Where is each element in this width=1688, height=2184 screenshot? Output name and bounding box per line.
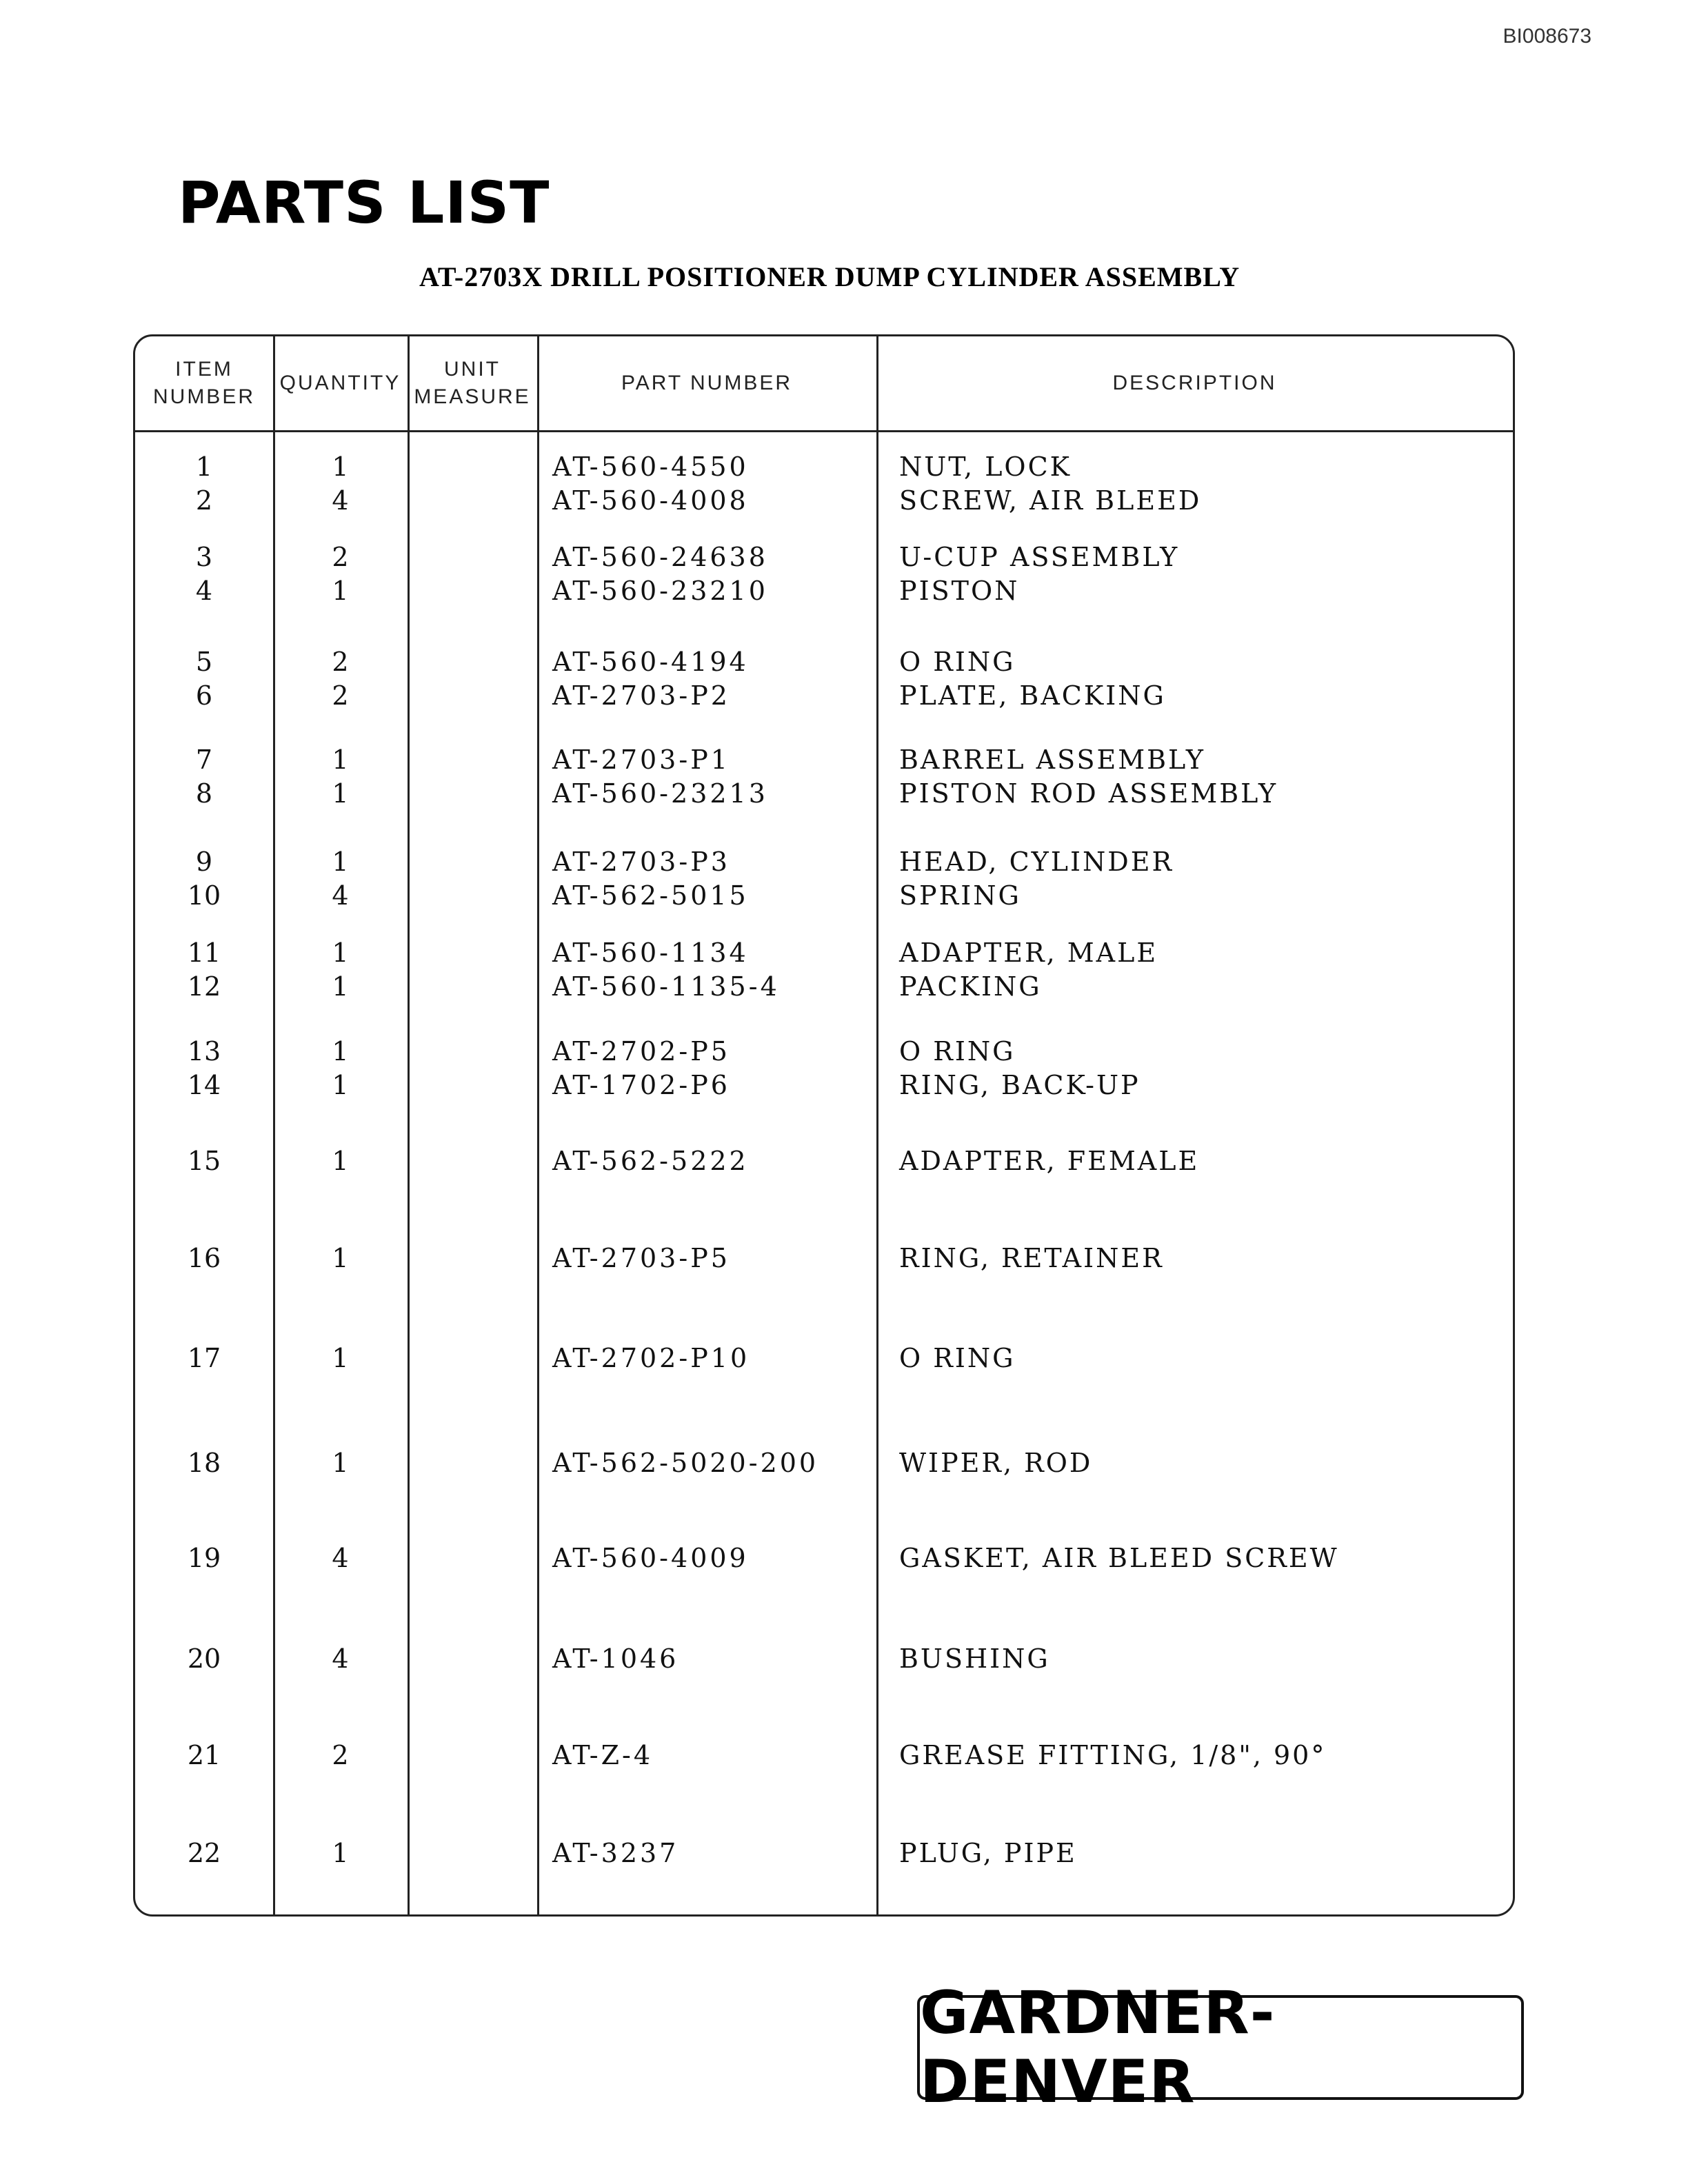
quantity: 2	[332, 542, 349, 572]
table-row	[135, 1069, 1513, 1102]
assembly-subtitle: AT-2703X DRILL POSITIONER DUMP CYLINDER ASSEMBLY	[419, 261, 1240, 292]
part-number: AT-560-24638	[552, 542, 768, 572]
description: SCREW, AIR BLEED	[899, 485, 1202, 516]
table-row	[135, 845, 1513, 878]
part-number: AT-2703-P1	[552, 745, 730, 775]
quantity: 1	[332, 745, 349, 775]
part-number: AT-2703-P5	[552, 1243, 730, 1273]
item-number: 22	[187, 1838, 221, 1868]
logo-text: GARDNER-DENVER	[920, 1979, 1276, 2116]
description: O RING	[899, 1036, 1016, 1066]
description: BARREL ASSEMBLY	[899, 745, 1205, 775]
item-number: 16	[187, 1243, 221, 1273]
table-row	[135, 645, 1513, 678]
quantity: 1	[332, 1036, 349, 1066]
part-number: AT-2703-P2	[552, 680, 730, 711]
description: RING, BACK-UP	[899, 1070, 1141, 1100]
item-number: 13	[187, 1036, 221, 1066]
description: SPRING	[899, 880, 1021, 911]
part-number: AT-562-5020-200	[552, 1448, 819, 1478]
quantity: 4	[332, 1543, 349, 1573]
header-description: DESCRIPTION	[1112, 372, 1277, 394]
table-row	[135, 679, 1513, 712]
quantity: 2	[332, 680, 349, 711]
table-row	[135, 1446, 1513, 1479]
quantity: 2	[332, 647, 349, 677]
header-quantity: QUANTITY	[279, 372, 401, 394]
header-unit-line1: UNIT	[443, 358, 501, 381]
quantity: 2	[332, 1740, 349, 1770]
item-number: 15	[187, 1146, 221, 1176]
quantity: 1	[332, 938, 349, 968]
table-row	[135, 1342, 1513, 1375]
table-row	[135, 1035, 1513, 1068]
description: BUSHING	[899, 1644, 1050, 1674]
table-row	[135, 450, 1513, 483]
table-row	[135, 574, 1513, 607]
table-row	[135, 1642, 1513, 1675]
description: PLUG, PIPE	[899, 1838, 1077, 1868]
item-number: 18	[187, 1448, 221, 1478]
item-number: 4	[195, 576, 213, 606]
description: PISTON ROD ASSEMBLY	[899, 778, 1278, 809]
item-number: 8	[195, 778, 213, 809]
description: WIPER, ROD	[899, 1448, 1093, 1478]
item-number: 7	[195, 745, 213, 775]
document-id: BI008673	[1503, 25, 1591, 48]
quantity: 4	[332, 485, 349, 516]
company-logo	[917, 1979, 1524, 2116]
table-row	[135, 484, 1513, 517]
part-number: AT-2702-P10	[552, 1343, 750, 1373]
part-number: AT-1702-P6	[552, 1070, 730, 1100]
quantity: 1	[332, 1448, 349, 1478]
item-number: 21	[187, 1740, 221, 1770]
quantity: 1	[332, 1343, 349, 1373]
part-number: AT-560-23210	[552, 576, 768, 606]
item-number: 14	[187, 1070, 221, 1100]
part-number: AT-562-5015	[552, 880, 749, 911]
description: O RING	[899, 647, 1016, 677]
quantity: 1	[332, 452, 349, 482]
table-row	[135, 777, 1513, 810]
description: PLATE, BACKING	[899, 680, 1166, 711]
part-number: AT-560-4009	[552, 1543, 749, 1573]
parts-table	[133, 334, 1515, 1917]
header-divider	[135, 430, 1513, 432]
description: NUT, LOCK	[899, 452, 1072, 482]
description: PACKING	[899, 971, 1042, 1002]
description: U-CUP ASSEMBLY	[899, 542, 1180, 572]
part-number: AT-3237	[552, 1838, 679, 1868]
part-number: AT-2703-P3	[552, 847, 730, 877]
table-row	[135, 936, 1513, 969]
description: PISTON	[899, 576, 1020, 606]
description: GREASE FITTING, 1/8", 90°	[899, 1740, 1327, 1770]
item-number: 2	[195, 485, 213, 516]
part-number: AT-560-4550	[552, 452, 749, 482]
item-number: 3	[195, 542, 213, 572]
table-row	[135, 879, 1513, 912]
header-part-number: PART NUMBER	[621, 372, 793, 394]
header-item-number	[135, 336, 273, 430]
header-item-line2: NUMBER	[152, 385, 255, 408]
quantity: 1	[332, 576, 349, 606]
quantity: 1	[332, 1838, 349, 1868]
part-number: AT-560-1135-4	[552, 971, 780, 1002]
quantity: 1	[332, 778, 349, 809]
description: O RING	[899, 1343, 1016, 1373]
quantity: 1	[332, 971, 349, 1002]
item-number: 17	[187, 1343, 221, 1373]
quantity: 4	[332, 1644, 349, 1674]
part-number: AT-560-23213	[552, 778, 768, 809]
table-row	[135, 1739, 1513, 1772]
page-title: PARTS LIST	[178, 169, 550, 236]
quantity: 1	[332, 1243, 349, 1273]
description: RING, RETAINER	[899, 1243, 1164, 1273]
quantity: 4	[332, 880, 349, 911]
table-row	[135, 1837, 1513, 1870]
item-number: 19	[187, 1543, 221, 1573]
part-number: AT-562-5222	[552, 1146, 749, 1176]
table-row	[135, 1242, 1513, 1275]
item-number: 6	[195, 680, 213, 711]
table-row	[135, 1144, 1513, 1177]
header-unit-measure	[408, 336, 537, 430]
part-number: AT-560-1134	[552, 938, 749, 968]
item-number: 9	[195, 847, 213, 877]
item-number: 20	[187, 1644, 221, 1674]
item-number: 1	[195, 452, 213, 482]
part-number: AT-2702-P5	[552, 1036, 730, 1066]
item-number: 10	[187, 880, 221, 911]
quantity: 1	[332, 1146, 349, 1176]
item-number: 12	[187, 971, 221, 1002]
description: HEAD, CYLINDER	[899, 847, 1174, 877]
description: ADAPTER, MALE	[899, 938, 1158, 968]
part-number: AT-Z-4	[552, 1740, 654, 1770]
quantity: 1	[332, 1070, 349, 1100]
part-number: AT-560-4008	[552, 485, 749, 516]
table-row	[135, 970, 1513, 1003]
quantity: 1	[332, 847, 349, 877]
header-unit-line2: MEASURE	[414, 385, 531, 408]
description: GASKET, AIR BLEED SCREW	[899, 1543, 1339, 1573]
item-number: 11	[187, 938, 221, 968]
table-row	[135, 743, 1513, 776]
part-number: AT-560-4194	[552, 647, 749, 677]
header-item-line1: ITEM	[175, 358, 233, 381]
table-row	[135, 1541, 1513, 1575]
part-number: AT-1046	[552, 1644, 679, 1674]
description: ADAPTER, FEMALE	[899, 1146, 1200, 1176]
table-row	[135, 540, 1513, 574]
item-number: 5	[195, 647, 213, 677]
